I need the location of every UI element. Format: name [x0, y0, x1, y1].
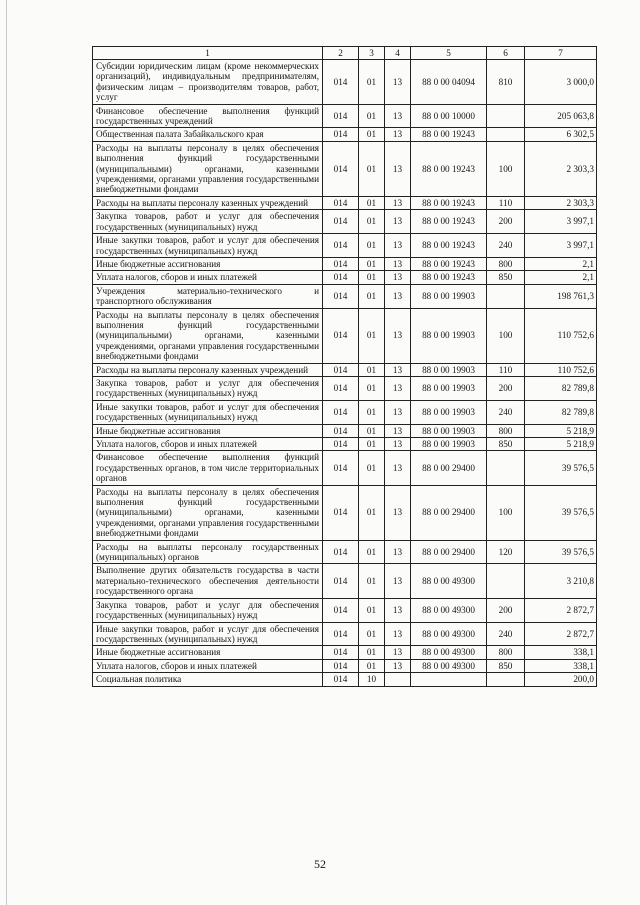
row-code-cell: 13 — [385, 257, 411, 270]
row-code-cell: 88 0 00 49300 — [411, 646, 487, 659]
table-row — [93, 60, 597, 105]
row-code-cell: 014 — [323, 210, 359, 234]
row-code-cell: 13 — [385, 363, 411, 376]
row-name-cell: Иные закупки товаров, работ и услуг для обеспечения государственных (муниципальных) нужд — [93, 622, 323, 646]
row-code-cell: 100 — [487, 308, 525, 363]
row-code-cell: 13 — [385, 485, 411, 540]
row-code-cell: 200 — [487, 376, 525, 400]
row-code-cell: 01 — [359, 564, 385, 598]
row-code-cell: 13 — [385, 659, 411, 672]
row-code-cell: 014 — [323, 104, 359, 128]
row-code-cell: 110 — [487, 363, 525, 376]
row-code-cell: 110 — [487, 196, 525, 209]
table-row — [93, 363, 597, 376]
row-code-cell: 01 — [359, 271, 385, 284]
row-code-cell: 810 — [487, 60, 525, 105]
row-name-cell: Расходы на выплаты персоналу в целях обеспечения выполнения функций государственными (муниципальными) органами, казенными учреждениями, органами управления государственными внебюджетными фондами — [93, 485, 323, 540]
row-name-cell: Расходы на выплаты персоналу в целях обеспечения выполнения функций государственными (муниципальными) органами, казенными учреждениями, органами управления государственными внебюджетными фондами — [93, 141, 323, 196]
row-name-cell: Выполнение других обязательств государства в части материально-технического обеспечения деятельности государственного органа — [93, 564, 323, 598]
row-code-cell: 014 — [323, 376, 359, 400]
row-code-cell: 120 — [487, 540, 525, 564]
row-code-cell: 88 0 00 19243 — [411, 234, 487, 258]
row-code-cell: 800 — [487, 257, 525, 270]
row-code-cell: 2 303,3 — [525, 141, 597, 196]
row-code-cell: 88 0 00 49300 — [411, 659, 487, 672]
row-name-cell: Закупка товаров, работ и услуг для обеспечения государственных (муниципальных) нужд — [93, 376, 323, 400]
row-code-cell: 014 — [323, 646, 359, 659]
table-row — [93, 141, 597, 196]
row-code-cell: 2 872,7 — [525, 598, 597, 622]
row-name-cell: Учреждения материально-технического и транспортного обслуживания — [93, 284, 323, 308]
row-code-cell: 5 218,9 — [525, 424, 597, 437]
row-code-cell: 88 0 00 19903 — [411, 438, 487, 451]
row-code-cell: 10 — [359, 673, 385, 686]
row-code-cell: 110 752,6 — [525, 308, 597, 363]
row-code-cell: 13 — [385, 424, 411, 437]
row-code-cell: 88 0 00 19903 — [411, 284, 487, 308]
row-code-cell: 2,1 — [525, 257, 597, 270]
header-cell: 2 — [323, 47, 359, 60]
row-code-cell: 01 — [359, 376, 385, 400]
row-name-cell: Расходы на выплаты персоналу в целях обеспечения выполнения функций государственными (муниципальными) органами, казенными учреждениями, органами управления государственными внебюджетными фондами — [93, 308, 323, 363]
row-code-cell — [487, 564, 525, 598]
row-code-cell: 01 — [359, 598, 385, 622]
table-row — [93, 128, 597, 141]
table-row — [93, 257, 597, 270]
row-code-cell: 014 — [323, 234, 359, 258]
row-code-cell: 01 — [359, 128, 385, 141]
row-code-cell: 01 — [359, 363, 385, 376]
row-code-cell: 800 — [487, 424, 525, 437]
row-code-cell: 13 — [385, 284, 411, 308]
row-code-cell: 82 789,8 — [525, 400, 597, 424]
row-name-cell: Закупка товаров, работ и услуг для обеспечения государственных (муниципальных) нужд — [93, 598, 323, 622]
row-code-cell: 13 — [385, 540, 411, 564]
row-name-cell: Расходы на выплаты персоналу казенных учреждений — [93, 363, 323, 376]
row-code-cell: 88 0 00 29400 — [411, 451, 487, 485]
table-row — [93, 673, 597, 686]
header-cell: 7 — [525, 47, 597, 60]
row-code-cell — [487, 128, 525, 141]
row-code-cell: 88 0 00 49300 — [411, 598, 487, 622]
row-code-cell: 13 — [385, 141, 411, 196]
row-name-cell: Расходы на выплаты персоналу государственных (муниципальных) органов — [93, 540, 323, 564]
row-code-cell: 13 — [385, 564, 411, 598]
row-code-cell: 39 576,5 — [525, 485, 597, 540]
row-code-cell: 3 997,1 — [525, 210, 597, 234]
row-code-cell: 014 — [323, 564, 359, 598]
row-code-cell: 39 576,5 — [525, 540, 597, 564]
row-code-cell: 014 — [323, 622, 359, 646]
row-code-cell: 88 0 00 19243 — [411, 128, 487, 141]
row-code-cell: 01 — [359, 104, 385, 128]
row-code-cell — [487, 104, 525, 128]
table-row — [93, 622, 597, 646]
row-code-cell: 014 — [323, 196, 359, 209]
row-code-cell: 014 — [323, 271, 359, 284]
row-name-cell: Иные бюджетные ассигнования — [93, 424, 323, 437]
row-code-cell: 88 0 00 19243 — [411, 141, 487, 196]
row-code-cell: 01 — [359, 141, 385, 196]
row-code-cell: 88 0 00 49300 — [411, 622, 487, 646]
table-row — [93, 659, 597, 672]
row-code-cell: 240 — [487, 622, 525, 646]
row-code-cell: 014 — [323, 451, 359, 485]
row-code-cell: 13 — [385, 234, 411, 258]
row-code-cell: 13 — [385, 438, 411, 451]
row-name-cell: Закупка товаров, работ и услуг для обеспечения государственных (муниципальных) нужд — [93, 210, 323, 234]
table-row — [93, 646, 597, 659]
table-row — [93, 540, 597, 564]
table-row — [93, 598, 597, 622]
row-code-cell: 88 0 00 19903 — [411, 400, 487, 424]
row-code-cell: 13 — [385, 271, 411, 284]
row-code-cell: 3 000,0 — [525, 60, 597, 105]
table-row — [93, 376, 597, 400]
row-code-cell: 338,1 — [525, 646, 597, 659]
row-name-cell: Иные закупки товаров, работ и услуг для обеспечения государственных (муниципальных) нужд — [93, 400, 323, 424]
row-code-cell: 88 0 00 29400 — [411, 540, 487, 564]
row-code-cell: 01 — [359, 622, 385, 646]
row-code-cell: 850 — [487, 271, 525, 284]
row-name-cell: Финансовое обеспечение выполнения функций государственных учреждений — [93, 104, 323, 128]
table-row — [93, 451, 597, 485]
row-code-cell — [385, 673, 411, 686]
row-code-cell: 13 — [385, 308, 411, 363]
row-name-cell: Общественная палата Забайкальского края — [93, 128, 323, 141]
row-code-cell: 014 — [323, 659, 359, 672]
row-code-cell: 850 — [487, 659, 525, 672]
row-code-cell: 3 997,1 — [525, 234, 597, 258]
row-code-cell: 88 0 00 19243 — [411, 257, 487, 270]
table-row — [93, 400, 597, 424]
row-code-cell: 014 — [323, 485, 359, 540]
header-cell: 5 — [411, 47, 487, 60]
row-code-cell: 2 872,7 — [525, 622, 597, 646]
row-code-cell: 88 0 00 19243 — [411, 271, 487, 284]
row-code-cell: 200,0 — [525, 673, 597, 686]
row-code-cell: 6 302,5 — [525, 128, 597, 141]
row-code-cell: 850 — [487, 438, 525, 451]
row-code-cell: 01 — [359, 451, 385, 485]
row-code-cell: 200 — [487, 210, 525, 234]
row-code-cell: 01 — [359, 540, 385, 564]
row-code-cell: 014 — [323, 308, 359, 363]
row-name-cell: Уплата налогов, сборов и иных платежей — [93, 659, 323, 672]
row-code-cell: 014 — [323, 424, 359, 437]
row-code-cell: 13 — [385, 622, 411, 646]
row-code-cell: 800 — [487, 646, 525, 659]
row-code-cell: 13 — [385, 60, 411, 105]
row-code-cell: 88 0 00 19243 — [411, 196, 487, 209]
row-code-cell: 01 — [359, 257, 385, 270]
row-name-cell: Социальная политика — [93, 673, 323, 686]
row-name-cell: Уплата налогов, сборов и иных платежей — [93, 271, 323, 284]
budget-table — [92, 46, 597, 687]
row-code-cell: 01 — [359, 234, 385, 258]
row-code-cell: 2 303,3 — [525, 196, 597, 209]
row-code-cell — [487, 284, 525, 308]
row-code-cell: 88 0 00 49300 — [411, 564, 487, 598]
row-code-cell: 200 — [487, 598, 525, 622]
row-code-cell: 88 0 00 04094 — [411, 60, 487, 105]
row-code-cell: 88 0 00 19903 — [411, 363, 487, 376]
row-name-cell: Иные бюджетные ассигнования — [93, 257, 323, 270]
row-code-cell: 01 — [359, 438, 385, 451]
table-row — [93, 424, 597, 437]
row-name-cell: Расходы на выплаты персоналу казенных учреждений — [93, 196, 323, 209]
row-name-cell: Уплата налогов, сборов и иных платежей — [93, 438, 323, 451]
row-code-cell: 01 — [359, 60, 385, 105]
table-row — [93, 104, 597, 128]
row-code-cell: 13 — [385, 104, 411, 128]
row-code-cell: 240 — [487, 400, 525, 424]
row-code-cell: 88 0 00 19903 — [411, 308, 487, 363]
row-code-cell: 2,1 — [525, 271, 597, 284]
row-code-cell — [487, 673, 525, 686]
row-code-cell: 13 — [385, 128, 411, 141]
row-code-cell: 014 — [323, 141, 359, 196]
row-code-cell: 13 — [385, 598, 411, 622]
row-code-cell: 01 — [359, 308, 385, 363]
row-code-cell: 88 0 00 10000 — [411, 104, 487, 128]
row-code-cell: 88 0 00 19903 — [411, 424, 487, 437]
row-code-cell: 110 752,6 — [525, 363, 597, 376]
page-number: 52 — [314, 857, 326, 871]
table-row — [93, 564, 597, 598]
table-row — [93, 284, 597, 308]
row-code-cell: 014 — [323, 540, 359, 564]
table-row — [93, 210, 597, 234]
row-code-cell: 01 — [359, 646, 385, 659]
row-code-cell: 13 — [385, 400, 411, 424]
header-cell: 6 — [487, 47, 525, 60]
header-cell: 4 — [385, 47, 411, 60]
row-code-cell: 014 — [323, 673, 359, 686]
table-row — [93, 438, 597, 451]
row-name-cell: Иные закупки товаров, работ и услуг для обеспечения государственных (муниципальных) нужд — [93, 234, 323, 258]
row-code-cell: 01 — [359, 400, 385, 424]
row-code-cell — [487, 451, 525, 485]
table-row — [93, 485, 597, 540]
row-code-cell: 205 063,8 — [525, 104, 597, 128]
row-code-cell: 01 — [359, 659, 385, 672]
header-cell: 3 — [359, 47, 385, 60]
row-code-cell: 01 — [359, 485, 385, 540]
row-code-cell: 88 0 00 29400 — [411, 485, 487, 540]
row-code-cell: 01 — [359, 210, 385, 234]
row-code-cell: 01 — [359, 284, 385, 308]
header-cell: 1 — [93, 47, 323, 60]
row-code-cell: 39 576,5 — [525, 451, 597, 485]
table-row — [93, 196, 597, 209]
row-code-cell: 014 — [323, 257, 359, 270]
row-name-cell: Иные бюджетные ассигнования — [93, 646, 323, 659]
row-code-cell: 014 — [323, 284, 359, 308]
row-code-cell: 014 — [323, 438, 359, 451]
row-code-cell: 014 — [323, 400, 359, 424]
row-name-cell: Финансовое обеспечение выполнения функций государственных органов, в том числе территориальных органов — [93, 451, 323, 485]
row-code-cell: 88 0 00 19243 — [411, 210, 487, 234]
row-code-cell: 198 761,3 — [525, 284, 597, 308]
table-row — [93, 271, 597, 284]
row-code-cell: 3 210,8 — [525, 564, 597, 598]
row-code-cell: 014 — [323, 60, 359, 105]
row-code-cell: 01 — [359, 424, 385, 437]
row-code-cell: 100 — [487, 485, 525, 540]
row-code-cell: 100 — [487, 141, 525, 196]
row-code-cell: 5 218,9 — [525, 438, 597, 451]
row-code-cell — [411, 673, 487, 686]
row-code-cell: 240 — [487, 234, 525, 258]
row-code-cell: 82 789,8 — [525, 376, 597, 400]
row-code-cell: 014 — [323, 598, 359, 622]
row-code-cell: 338,1 — [525, 659, 597, 672]
row-code-cell: 13 — [385, 646, 411, 659]
row-code-cell: 13 — [385, 451, 411, 485]
row-code-cell: 014 — [323, 128, 359, 141]
row-code-cell: 13 — [385, 210, 411, 234]
row-code-cell: 13 — [385, 196, 411, 209]
header-row — [93, 47, 597, 60]
row-code-cell: 014 — [323, 363, 359, 376]
row-code-cell: 01 — [359, 196, 385, 209]
row-name-cell: Субсидии юридическим лицам (кроме некоммерческих организаций), индивидуальным предпринимателям, физическим лицам – производителям товаров, работ, услуг — [93, 60, 323, 105]
row-code-cell: 88 0 00 19903 — [411, 376, 487, 400]
table-row — [93, 234, 597, 258]
scan-edge-line — [6, 0, 7, 905]
row-code-cell: 13 — [385, 376, 411, 400]
table-row — [93, 308, 597, 363]
